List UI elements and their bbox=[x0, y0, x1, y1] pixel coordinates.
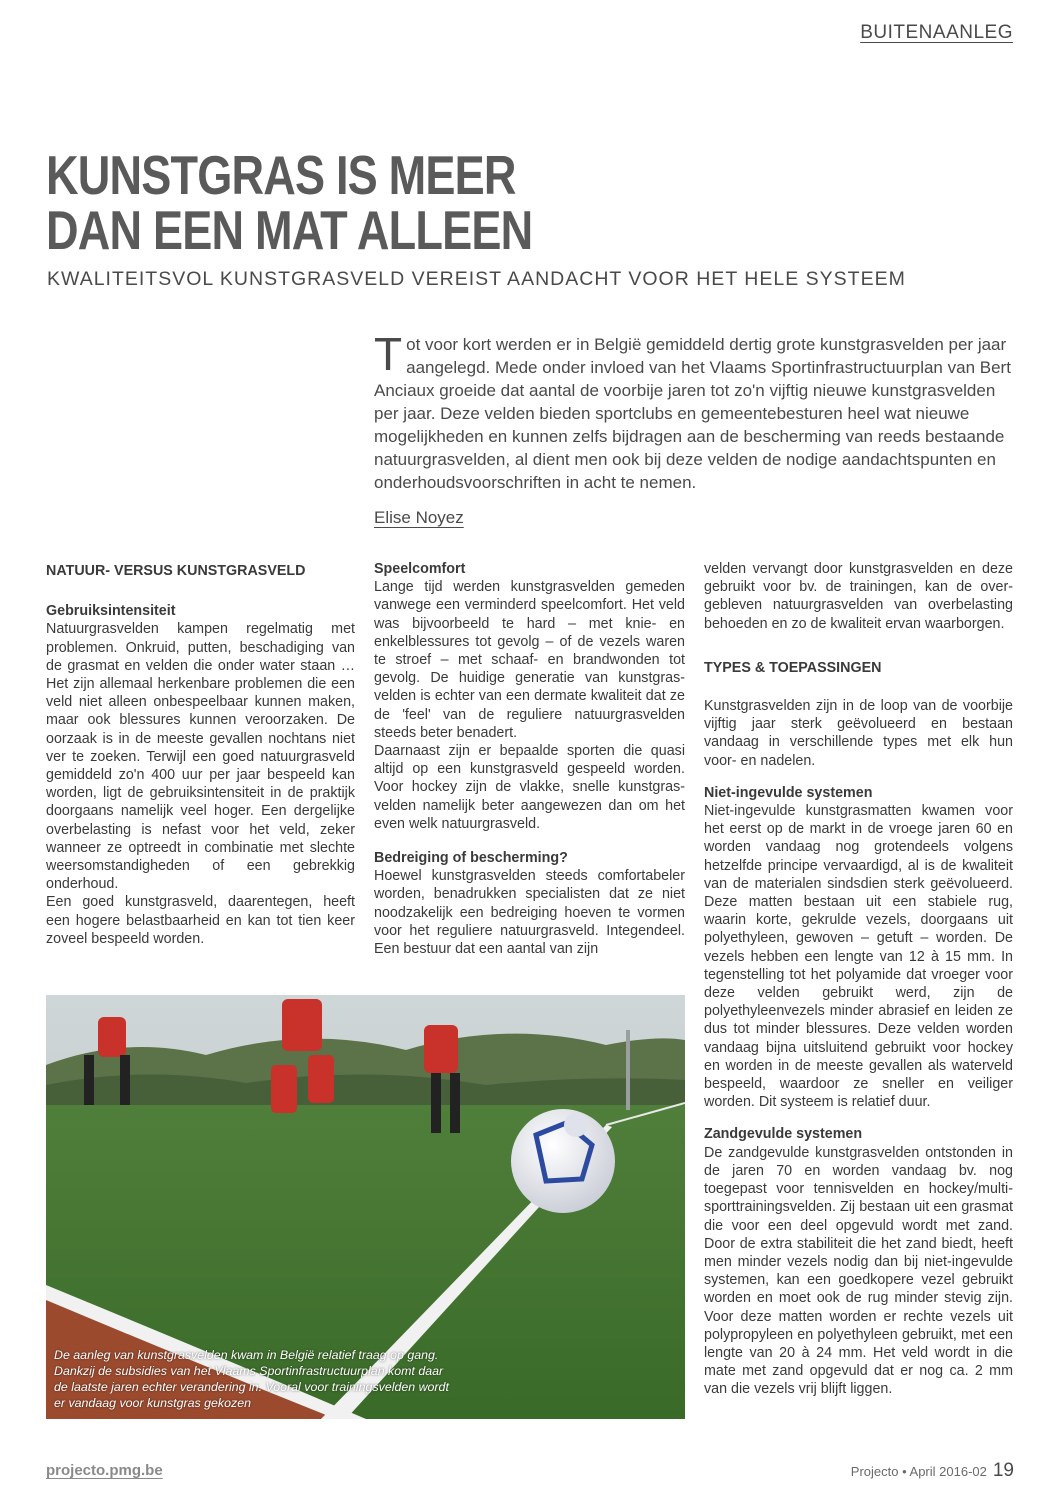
subheading: Gebruiksintensiteit bbox=[46, 603, 176, 620]
article-photo bbox=[46, 995, 685, 1419]
paragraph: Niet-ingevulde kunstgrasmatten kwamen voor het eerst op de markt in de vroege jaren 60 en worden vandaag nog grotendeels volgens hetzelfde principe vervaardigd, al is de kwaliteit van de materialen sindsdien sterk geëvolueerd. Deze matten bestaan uit een stabiele rug, waarin korte, gekrulde vezels, doorgaans uit polyethyleen, gewoven – getuft – worden. De vezels hebben een lengte van 12 à 15 mm. In tegenstelling tot het polyamide dat vroeger voor deze velden gebruikt werd, zijn de polyethyleenvezels minder abrasief en leiden ze dus tot minder blessures. Deze velden worden vandaag bijna uitsluitend gebruikt voor hockey en worden in de meeste gevallen als waterveld bespeeld, waardoor ze sneller en veiliger worden. Dit systeem is relatief duur. bbox=[704, 803, 1013, 1111]
footer-url-link[interactable]: projecto.pmg.be bbox=[46, 1462, 163, 1479]
footer-publication bbox=[851, 1460, 1014, 1482]
subheading: Speelcomfort bbox=[374, 561, 466, 577]
subheading: Niet-ingevulde systemen bbox=[704, 784, 873, 801]
photo-caption: De aanleg van kunstgrasvelden kwam in België relatief traag op gang. Dankzij de subsidies van het Vlaams Sportinfrastructuurplan komt daar de laatste jaren echter verandering in. Vooral voor trainingsvelden wordt er vandaag voor kunstgras gekozen bbox=[54, 1348, 449, 1410]
article-title bbox=[46, 144, 533, 261]
publication-info: Projecto • April 2016-02 bbox=[850, 1464, 987, 1479]
paragraph: Hoewel kunstgrasvelden steeds comfortabeler worden, benadrukken specialisten dat ze niet noodzakelijk een bedreiging hoeven te vormen voor het reguliere natuurgrasveld. Integendeel. Een bestuur dat een aantal van zijn bbox=[374, 868, 685, 958]
paragraph: Daarnaast zijn er bepaalde sporten die quasi altijd op een kunstgrasveld gespeeld worden. Voor hockey zijn de vlakke, snelle kunstgrasvelden namelijk beter aangewezen dan om het even welk natuurgrasveld. bbox=[374, 743, 685, 832]
paragraph: Natuurgrasvelden kampen regelmatig met problemen. Onkruid, putten, beschadiging van de grasmat en velden die onder water staan … Het zijn allemaal herkenbare problemen die een veld niet alleen onbespeelbaar kunnen maken, maar ook blessures kunnen veroorzaken. De oorzaak is in de meeste gevallen nochtans niet ver te zoeken. Terwijl een goed natuurgrasveld gemiddeld zo'n 400 uur per jaar bespeeld kan worden, ligt de gebruiksintensiteit in de praktijk doorgaans namelijk veel hoger. Een dergelijke overbelasting is nefast voor het veld, zeker wanneer ze optreedt in combinatie met slechte weersomstandigheden of een gebrekkig onderhoud. bbox=[46, 621, 355, 893]
title-line-2: DAN EEN MAT ALLEEN bbox=[46, 199, 533, 261]
section-heading: TYPES & TOEPASSINGEN bbox=[704, 659, 882, 676]
column-3 bbox=[704, 560, 1013, 1399]
author-byline: Elise Noyez bbox=[374, 508, 464, 527]
title-line-1: KUNSTGRAS IS MEER bbox=[46, 144, 516, 206]
article-subtitle: KWALITEITSVOL KUNSTGRASVELD VEREIST AANDACHT VOOR HET HELE SYSTEEM bbox=[47, 268, 906, 290]
subheading: Bedreiging of bescherming? bbox=[374, 850, 568, 867]
section-heading: NATUUR- VERSUS KUNSTGRASVELD bbox=[46, 563, 306, 579]
column-1 bbox=[46, 560, 355, 948]
paragraph: De zandgevulde kunstgrasvelden ontstonden in de jaren 70 en worden vandaag bv. nog toegepast voor tennisvelden en hockey/multisporttrainingsvelden. Zij bestaan uit een grasmat die voor een deel opgevuld wordt met zand. Door de extra stabiliteit die het zand biedt, heeft men minder vezels nodig dan bij niet-ingevulde systemen, kan een goedkopere vezel gebruikt worden en moet ook de rug minder stevig zijn. Voor deze matten worden er rechte vezels uit polypropyleen en polyethyleen gebruikt, met een lengte van 20 à 24 mm. Het veld wordt in die mate met zand opgevuld dat er nog ca. 2 mm van die vezels vrij blijft liggen. bbox=[704, 1144, 1013, 1398]
intro-text: ot voor kort werden er in België gemiddeld dertig grote kunstgrasvelden per jaar aangelegd. Mede onder invloed van het Vlaams Sportinfrastructuurplan van Bert Anciaux groeide dat aantal de voorbije jaren tot zo'n vijftig nieuwe kunstgrasvelden per jaar. Deze velden bieden sportclubs en gemeentebesturen heel wat nieuwe mogelijkheden en kunnen zelfs bijdragen aan de bescherming van reeds bestaande natuurgrasvelden, al dient men ook bij deze velden de nodige aandachtspunten en onderhoudsvoorschriften in acht te nemen. bbox=[374, 335, 1011, 492]
intro-paragraph bbox=[374, 328, 1014, 494]
drop-cap: T bbox=[374, 328, 403, 380]
paragraph: Lange tijd werden kunstgrasvelden gemeden vanwege een verminderd speelcomfort. Het veld was bijvoorbeeld te hard – met knie- en enkelblessures tot gevolg – of de vezels waren te stroef – met schaaf- en brandwonden tot gevolg. De huidige generatie van kunstgrasvelden is echter van een dermate kwaliteit dat ze de 'feel' van de reguliere natuurgrasvelden steeds beter benadert. bbox=[374, 579, 685, 741]
column-2 bbox=[374, 560, 685, 958]
paragraph: Kunstgrasvelden zijn in de loop van de voorbije vijftig jaar sterk geëvolueerd en bestaan vandaag in verschillende types met elk hun voor- en nadelen. bbox=[704, 698, 1013, 769]
page-number: 19 bbox=[992, 1460, 1014, 1481]
paragraph: Een goed kunstgrasveld, daarentegen, heeft een hogere belastbaarheid en kan tot tien keer zoveel bespeeld worden. bbox=[46, 894, 355, 947]
subheading: Zandgevulde systemen bbox=[704, 1126, 863, 1143]
paragraph: velden vervangt door kunstgrasvelden en deze gebruikt voor bv. de trainingen, kan de overgebleven natuurgrasvelden van overbelasting behoeden en zo de kwaliteit ervan waarborgen. bbox=[704, 561, 1013, 632]
section-tag: BUITENAANLEG bbox=[860, 22, 1013, 43]
